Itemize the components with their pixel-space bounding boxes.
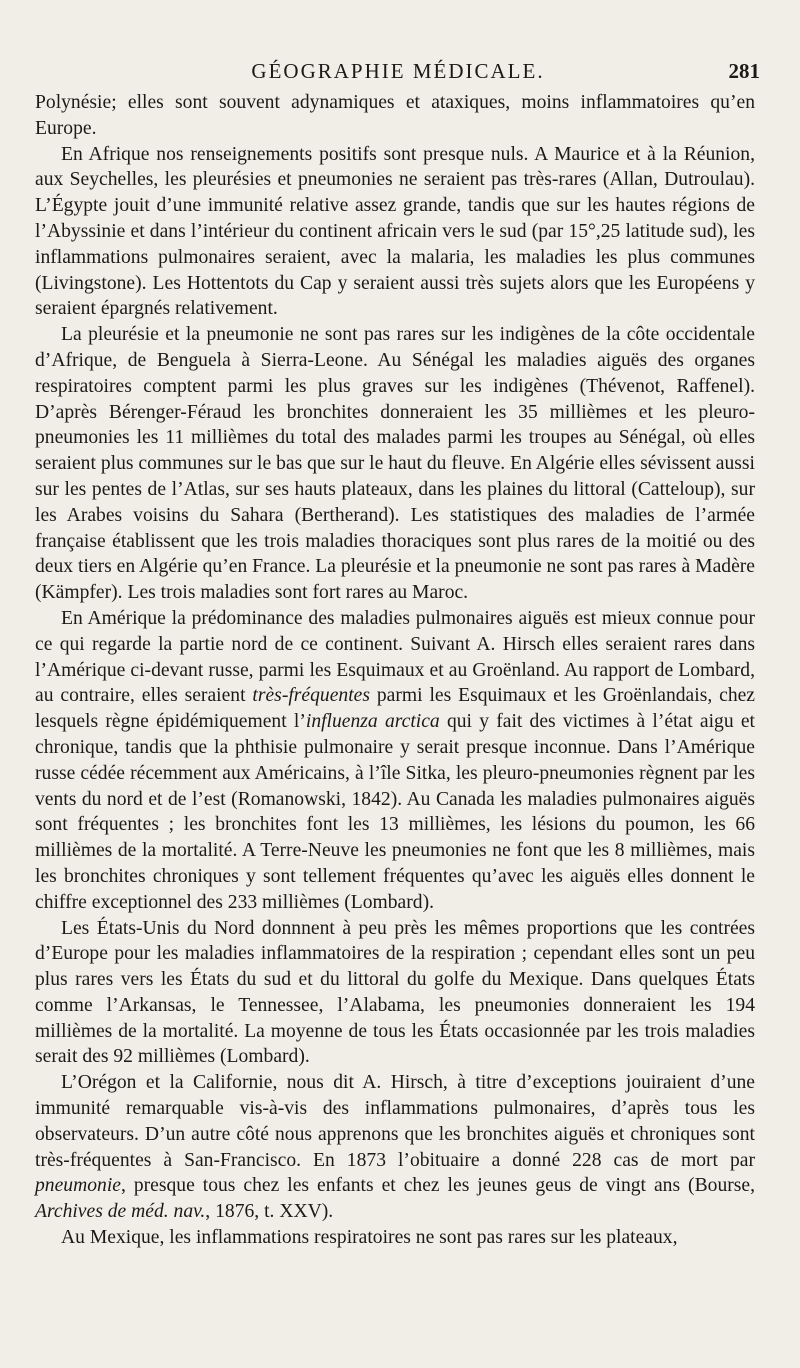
italic-text: très-fréquentes <box>252 685 370 707</box>
text-segment: Polynésie; elles sont souvent adynamiques et ataxiques, moins inflammatoires qu’en Europe. <box>35 92 755 139</box>
italic-text: influenza arctica <box>305 711 440 733</box>
paragraph-p6 <box>35 1070 755 1225</box>
text-segment: qui y fait des victimes à l’état aigu et chronique, tandis que la phthisie pulmonaire y serait presque inconnue. Dans l’Amérique russe cédée récemment aux Américains, à l’île Sitka, les pleuro-pneumonies règnent par les vents du nord et de l’est (Romanowski, 1842). Au Canada les maladies pulmonaires aiguës sont fréquentes ; les bronchites font les 13 millièmes, les lésions du poumon, les 66 millièmes de la mortalité. A Terre-Neuve les pneumonies ne font que les 8 millièmes, mais les bronchites chroniques y sont tellement fréquentes qu’avec les aiguës elles donnent le chiffre exceptionnel des 233 millièmes (Lombard). <box>35 711 756 913</box>
italic-text: Archives de méd. nav. <box>35 1201 206 1223</box>
text-segment: En Afrique nos renseignements positifs sont presque nuls. A Maurice et à la Réunion, aux Seychelles, les pleurésies et pneumonies ne seraient pas très-rares (Allan, Dutroulau). L’Égypte jouit d’une immunité relative assez grande, tandis que sur les hautes régions de l’Abyssinie et dans l’intérieur du continent africain vers le sud (par 15°,25 latitude sud), les inflammations pulmonaires seraient, avec la malaria, les maladies les plus communes (Livingstone). Les Hottentots du Cap y seraient aussi très sujets alors que les Européens y seraient épargnés relativement. <box>35 143 755 320</box>
text-segment: , presque tous chez les enfants et chez les jeunes geus de vingt ans (Bourse, <box>120 1175 755 1197</box>
italic-text: pneumonie <box>35 1175 121 1197</box>
text-segment: La pleurésie et la pneumonie ne sont pas rares sur les indigènes de la côte occidentale d’Afrique, de Benguela à Sierra-Leone. Au Sénégal les maladies aiguës des organes respiratoires comptent parmi les plus graves sur les indigènes (Thévenot, Raffenel). D’après Bérenger-Féraud les bronchites donneraient les 35 millièmes et les pleuro-pneumonies les 11 millièmes du total des malades parmi les troupes au Sénégal, où elles seraient plus communes sur le bas que sur le haut du fleuve. En Algérie elles sévissent aussi sur les pentes de l’Atlas, sur ses hauts plateaux, dans les plaines du littoral (Catteloup), sur les Arabes voisins du Sahara (Bertherand). Les statistiques des maladies de l’armée française établissent que les trois maladies thoraciques sont plus rares de la moitié ou des deux tiers en Algérie qu’en France. La pleurésie et la pneumonie ne sont pas rares à Madère (Kämpfer). Les trois maladies sont fort rares au Maroc. <box>35 324 755 604</box>
text-segment: L’Orégon et la Californie, nous dit A. Hirsch, à titre d’exceptions jouiraient d’une immunité remarquable vis-à-vis des inflammations pulmonaires, d’après tous les observateurs. D’un autre côté nous apprenons que les bronchites aiguës et chroniques sont très-fréquentes à San-Francisco. En 1873 l’obituaire a donné 228 cas de mort par <box>35 1072 755 1171</box>
text-segment: Les États-Unis du Nord donnnent à peu près les mêmes proportions que les contrées d’Europe pour les maladies inflammatoires de la respiration ; cependant elles sont un peu plus rares vers les États du sud et du littoral du golfe du Mexique. Dans quelques États comme l’Arkansas, le Tennessee, l’Alabama, les pneumonies donneraient les 194 millièmes de la mortalité. La moyenne de tous les États occasionnée par les trois maladies serait des 92 millièmes (Lombard). <box>35 917 755 1068</box>
text-segment: En Amérique la prédominance des maladies pulmonaires aiguës est mieux connue pour ce qui regarde la partie nord de ce continent. Suivant A. Hirsch elles seraient rares dans l’Amérique ci-devant russe, parmi les Esquimaux et au Groënland. Au rapport de Lombard, au contraire, elles seraient <box>35 607 755 707</box>
body-text <box>35 90 755 1251</box>
paragraph-p2 <box>35 142 755 323</box>
running-title: GÉOGRAPHIE MÉDICALE. <box>251 59 545 83</box>
paragraph-p7 <box>35 1225 755 1251</box>
paragraph-p5 <box>35 916 755 1071</box>
text-segment: , 1876, t. XXV). <box>205 1201 334 1223</box>
text-segment: Au Mexique, les inflammations respiratoires ne sont pas rares sur les plateaux, <box>61 1227 678 1249</box>
paragraph-p3 <box>35 322 755 606</box>
paragraph-p1 <box>35 90 755 142</box>
page-number: 281 <box>728 59 760 83</box>
paragraph-p4 <box>35 606 755 916</box>
page-header <box>36 56 760 86</box>
text-segment: parmi les Esquimaux et les Groënlandais, chez lesquels règne épidémiquement l’ <box>35 685 756 733</box>
